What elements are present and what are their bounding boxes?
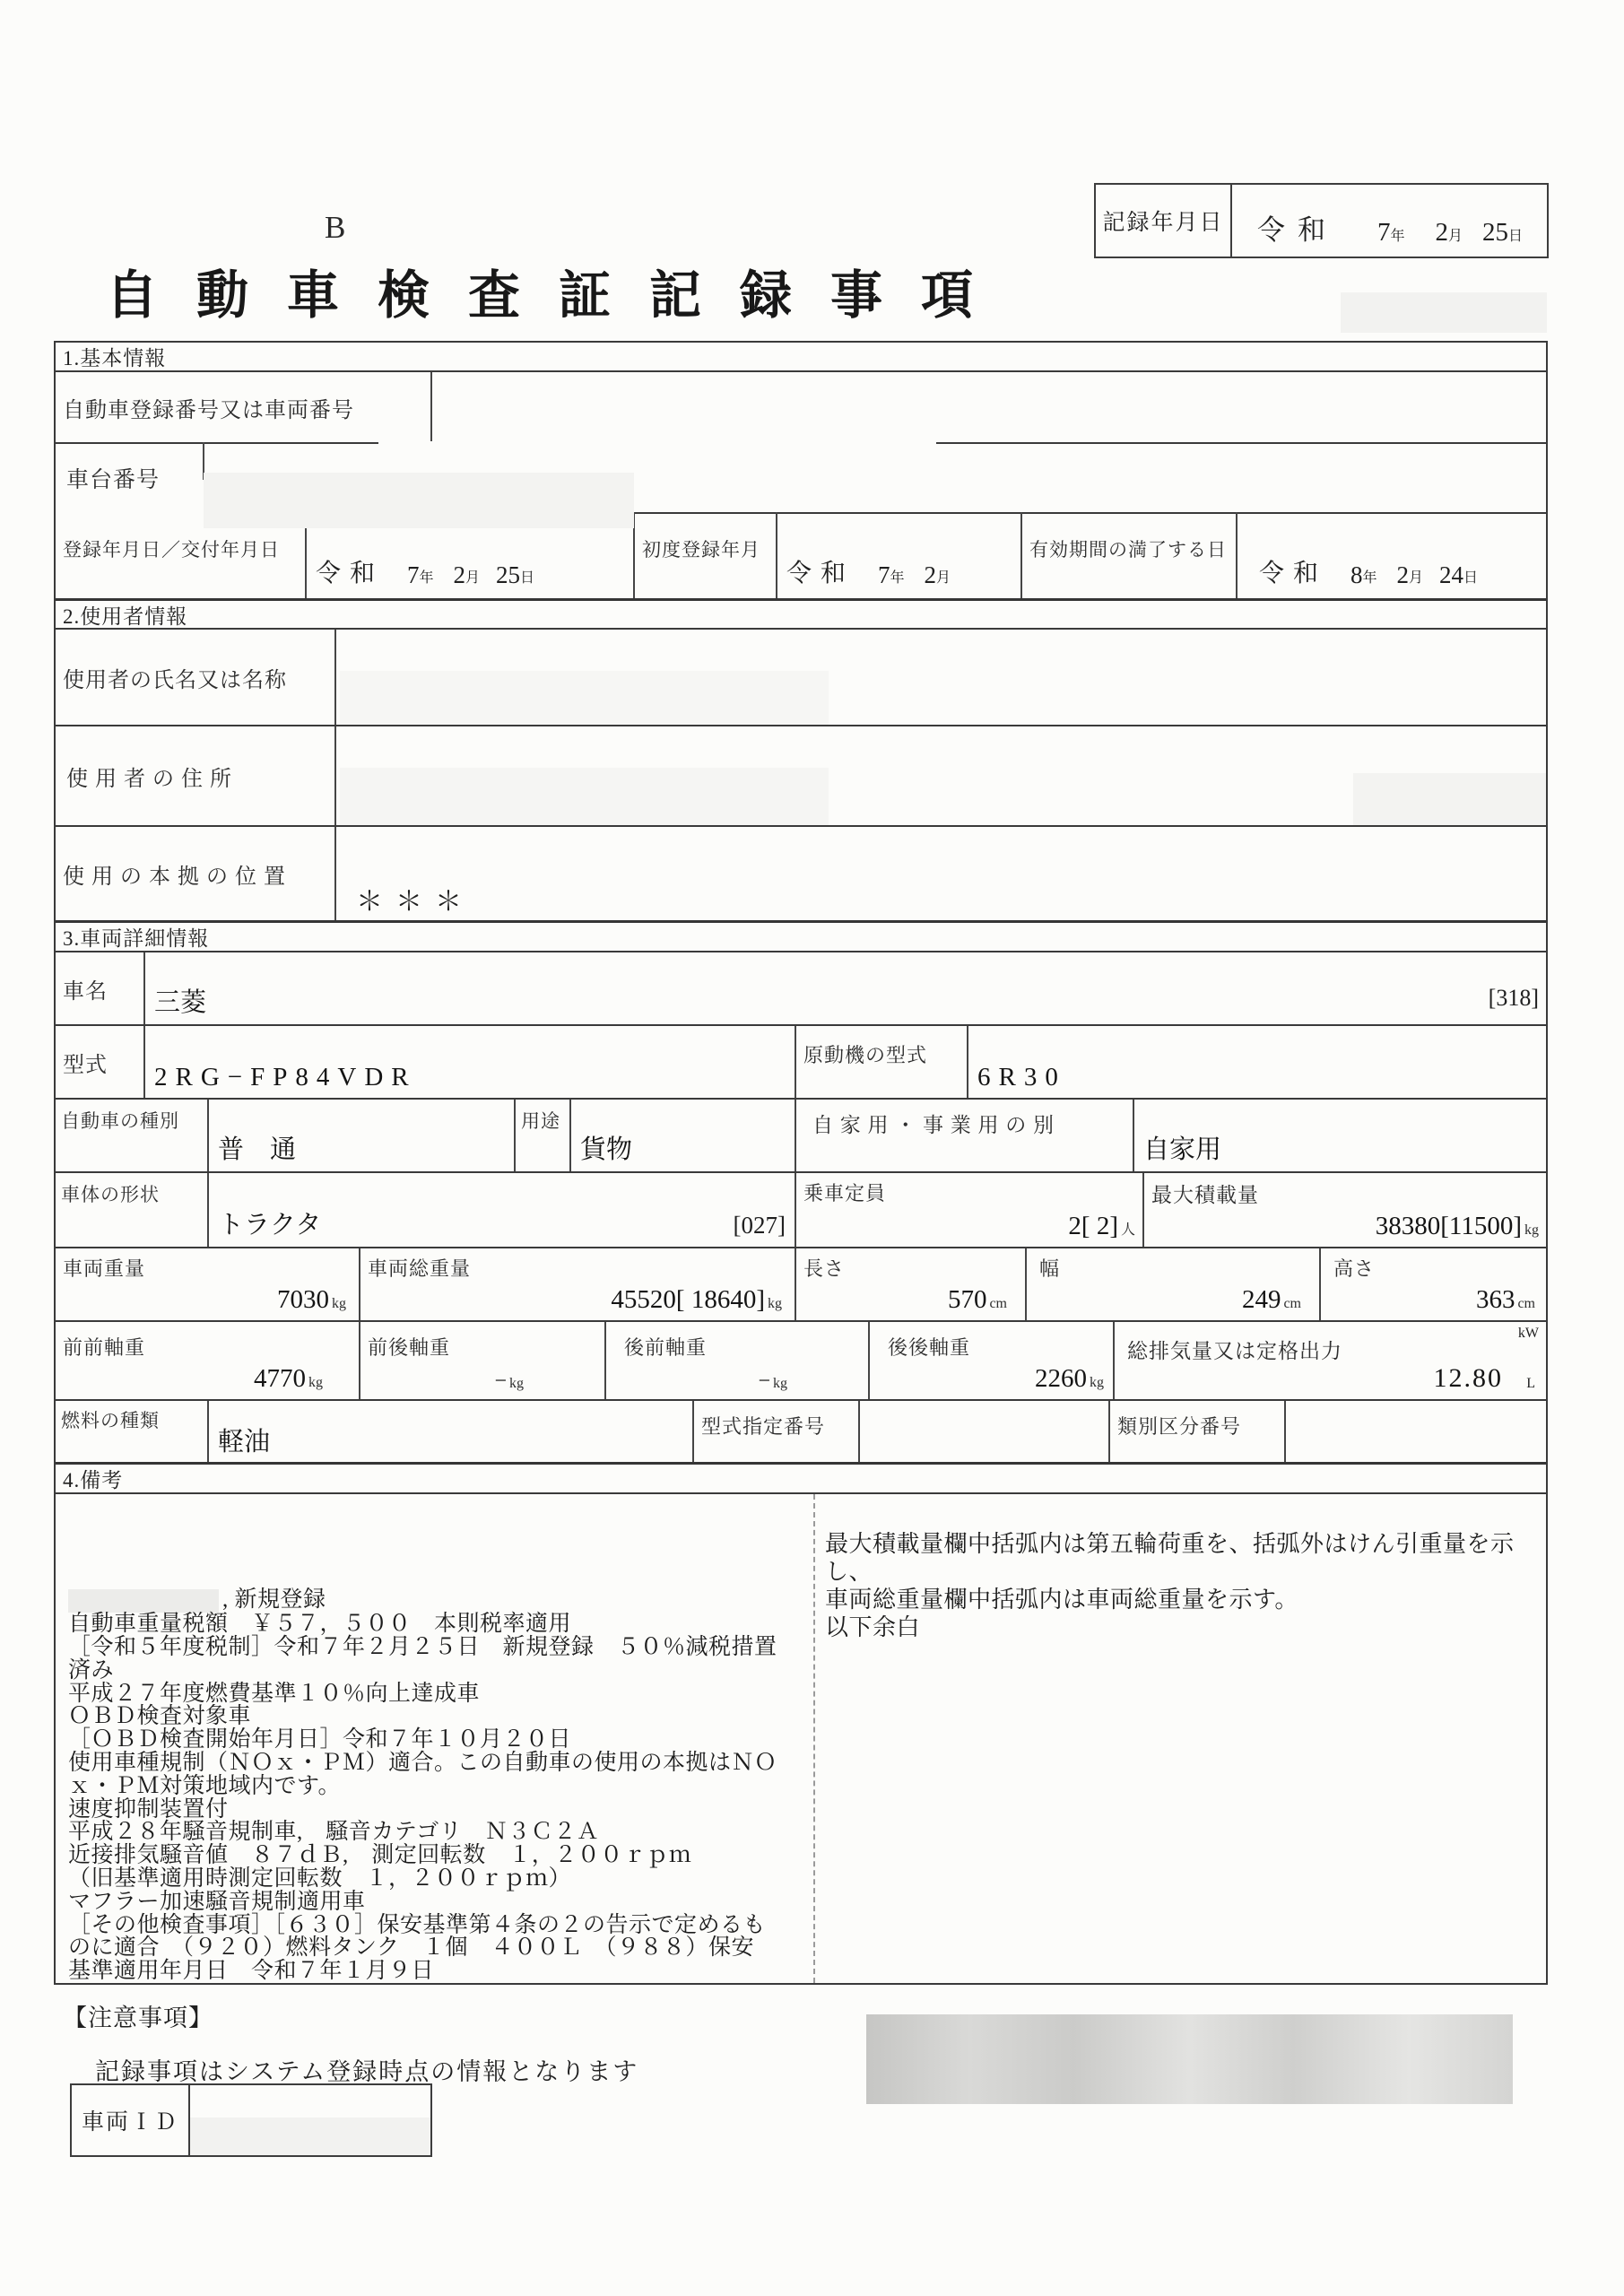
record-date-value [1232,185,1547,257]
ownership-value: 自家用 [1143,1135,1222,1164]
section-title: 2.使用者情報 [63,604,188,628]
registration-number-label: 自動車登録番号又は車両番号 [63,398,354,422]
unit-year: 年 [419,570,434,586]
engine-model-value-cell [967,1026,1546,1098]
section-title: 1.基本情報 [63,346,167,370]
weight-label: 車両重量 [63,1257,146,1280]
ownership-label-cell [795,1100,1133,1171]
remarks-line: ［ＯＢＤ検査開始年月日］令和７年１０月２０日 [68,1727,572,1752]
weight-cell [56,1248,359,1320]
redaction-user-address-right [1353,773,1546,825]
user-address-value-cell [334,726,1546,825]
remarks-left-column [68,1588,808,1983]
section-title: 3.車両詳細情報 [63,926,210,950]
unit-kg: kg [1090,1375,1104,1390]
model-value: 2RG−FP84VDR [154,1063,417,1091]
base-location-label-cell [56,827,334,920]
page-title: 自動車検査証記録事項 [106,266,1012,325]
engine-model-value: 6R30 [977,1063,1066,1091]
user-name-row [56,628,1546,725]
user-address-label: 使 用 者 の 住 所 [66,767,232,791]
first-reg-year: 7 [878,561,890,588]
unit-kg: kg [509,1376,524,1391]
unit-cm: cm [1283,1296,1301,1311]
axle-rr-value: 2260 [1035,1364,1087,1393]
record-date-box [1094,183,1549,258]
user-name-label-cell [56,630,334,725]
section-header-user-info [56,598,1546,628]
car-name-code: [318] [1488,985,1539,1011]
axle-fr-label: 前後軸重 [368,1336,451,1359]
body-shape-value: トラクタ [218,1211,322,1239]
axle-rr-label: 後後軸重 [888,1336,971,1359]
redaction-user-address [340,768,829,825]
registration-number-row [56,370,1546,442]
fuel-label-cell [56,1401,207,1462]
user-name-value-cell [334,630,1546,725]
notice-title: 【注意事項】 [63,2005,213,2031]
remarks-line-suffix: , 新規登録 [222,1587,326,1612]
expiry-era: 令和 [1259,560,1328,587]
expiry-month: 2 [1396,561,1410,588]
user-address-label-cell [56,726,334,825]
engine-model-label: 原動機の型式 [803,1044,928,1066]
user-name-label: 使用者の氏名又は名称 [63,668,287,692]
section-header-remarks [56,1462,1546,1492]
use-label: 用途 [521,1110,560,1132]
height-label: 高さ [1333,1257,1376,1280]
vehicle-id-value [190,2085,430,2155]
car-name-row [56,951,1546,1024]
fuel-label: 燃料の種類 [61,1410,160,1431]
base-location-value-cell [334,827,1546,920]
fuel-row [56,1399,1546,1462]
remarks-line: 使用車種規制（ＮＯｘ・ＰＭ）適合。この自動車の使用の本拠はＮＯ [68,1751,777,1776]
body-shape-value-cell [207,1173,795,1247]
payload-cell [1142,1173,1546,1247]
record-date-year: 7 [1377,218,1391,247]
vehicle-id-box [70,2083,432,2157]
form-class-mark: B [325,210,346,245]
base-location-row [56,825,1546,920]
section-title: 4.備考 [63,1468,124,1492]
capacity-unit: 人 [1120,1222,1135,1238]
body-shape-label-cell [56,1173,207,1247]
remarks-right-column [825,1530,1542,1641]
type-cert-label-cell [692,1401,858,1462]
record-date-era: 令和 [1257,214,1338,246]
type-cert-value-cell [858,1401,1108,1462]
engine-model-label-cell [795,1026,967,1098]
chassis-number-cell [56,442,1546,512]
weight-value: 7030 [277,1285,329,1314]
class-code-label: 類別区分番号 [1117,1415,1242,1438]
section-header-vehicle-details [56,920,1546,951]
axle-rf-label: 後前軸重 [624,1336,708,1359]
section-header-basic-info [56,343,1546,370]
class-code-value-cell [1284,1401,1546,1462]
kind-label: 自動車の種別 [61,1110,179,1132]
kind-value: 普 通 [218,1135,297,1164]
unit-kg: kg [773,1376,787,1391]
expiry-day: 24 [1439,561,1464,588]
axle-rf-cell [604,1322,868,1399]
expiry-value-cell [1236,512,1546,598]
remarks-line: ［令和５年度税制］令和７年２月２５日 新規登録 ５０％減税措置 [68,1635,777,1660]
body-shape-label: 車体の形状 [61,1184,160,1205]
chassis-number-label: 車台番号 [66,468,161,492]
power-unit-l: L [1526,1376,1535,1391]
redaction-remarks [68,1589,219,1613]
registration-number-label-cell [56,372,432,442]
weights-dimensions-row [56,1247,1546,1320]
reg-date-era: 令和 [316,560,385,587]
remarks-line: のに適合 （９２０）燃料タンク １個 ４００Ｌ （９８８）保安 [68,1935,755,1961]
car-name-label: 車名 [63,979,108,1004]
expiry-label-cell [1020,512,1236,598]
unit-kg: kg [332,1296,346,1311]
reg-date-day: 25 [496,561,521,588]
reg-date-year: 7 [407,561,420,588]
remarks-line: 平成２８年騒音規制車, 騒音カテゴリ Ｎ３Ｃ２Ａ [68,1820,600,1845]
type-cert-label: 型式指定番号 [701,1415,826,1438]
axle-rr-cell [868,1322,1113,1399]
payload-value: 38380[11500] [1375,1212,1522,1240]
car-name-value: 三菱 [154,988,207,1017]
notice-text: 記録事項はシステム登録時点の情報となります [95,2058,639,2085]
model-label: 型式 [63,1053,108,1077]
body-shape-code: [027] [733,1212,786,1239]
user-address-row [56,725,1546,825]
car-name-value-cell [143,952,1546,1024]
vehicle-id-label: 車両ＩＤ [72,2085,190,2155]
registration-number-value-cell [432,372,1546,442]
first-registration-label-cell [633,512,776,598]
axle-weights-row [56,1320,1546,1399]
first-registration-value-cell [776,512,1020,598]
base-location-label: 使 用 の 本 拠 の 位 置 [63,865,286,889]
remarks-line: 近接排気騒音値 ８７ｄＢ, 測定回転数 １，２００ｒｐｍ [68,1843,692,1868]
reg-date-month: 2 [453,561,466,588]
use-label-cell [514,1100,569,1171]
fuel-value-cell [207,1401,692,1462]
ownership-label: 自 家 用 ・ 事 業 用 の 別 [812,1114,1055,1136]
first-reg-month: 2 [924,561,937,588]
first-registration-label: 初度登録年月 [642,539,760,561]
unit-month: 月 [465,570,481,586]
class-code-label-cell [1108,1401,1284,1462]
body-shape-row [56,1171,1546,1247]
width-value: 249 [1241,1285,1281,1314]
axle-rf-value: − [758,1370,770,1393]
redaction-chassis-number [204,473,634,528]
axle-ff-value: 4770 [254,1364,306,1393]
length-label: 長さ [803,1257,846,1280]
use-value-cell [569,1100,795,1171]
capacity-cell [795,1173,1142,1247]
axle-ff-label: 前前軸重 [63,1336,146,1359]
record-date-day: 25 [1482,218,1509,247]
remarks-line-redacted [68,1588,808,1613]
axle-fr-value: − [494,1370,507,1393]
vehicle-kind-row [56,1098,1546,1171]
record-date-label: 記録年月日 [1096,185,1232,257]
capacity-value: 2[ 2] [1068,1212,1118,1240]
record-date-month-unit: 月 [1448,229,1463,244]
fuel-value: 軽油 [218,1428,271,1457]
axle-fr-cell [359,1322,604,1399]
unit-day: 日 [1463,570,1479,586]
unit-kg: kg [768,1296,782,1311]
remarks-line: （旧基準適用時測定回転数 １，２００ｒｐｍ） [68,1866,572,1892]
height-cell [1319,1248,1546,1320]
model-label-cell [56,1026,143,1098]
remarks-line: ｘ・ＰＭ対策地域内です。 [68,1773,342,1798]
remarks-line: 最大積載量欄中括弧内は第五輪荷重を、括弧外はけん引重量を示し、 [825,1531,1515,1585]
remarks-line: ［その他検査事項］［６３０］保安基準第４条の２の告示で定めるも [68,1912,767,1937]
model-row [56,1024,1546,1098]
length-value: 570 [947,1285,987,1314]
unit-kg: kg [308,1375,323,1390]
remarks-line: 速度抑制装置付 [68,1796,229,1822]
gross-weight-label: 車両総重量 [368,1257,472,1280]
record-date-day-unit: 日 [1508,229,1524,244]
height-value: 363 [1475,1285,1515,1314]
power-label: 総排気量又は定格出力 [1127,1340,1342,1362]
payload-label: 最大積載量 [1151,1184,1259,1206]
unit-year: 年 [890,570,905,586]
remarks-body [56,1492,1546,1983]
remarks-line: 車両総重量欄中括弧内は車両総重量を示す。 [825,1587,1298,1613]
car-name-label-cell [56,952,143,1024]
axle-ff-cell [56,1322,359,1399]
unit-day: 日 [520,570,535,586]
use-value: 貨物 [580,1135,633,1164]
remarks-line: 基準適用年月日 令和７年１月９日 [68,1959,435,1984]
unit-cm: cm [989,1296,1007,1311]
base-location-value: ＊＊＊ [356,887,474,917]
redaction-block-large [866,2014,1513,2104]
remarks-line: 自動車重量税額 ￥５７，５００ 本則税率適用 [68,1612,572,1637]
length-cell [795,1248,1025,1320]
expiry-year: 8 [1350,561,1363,588]
kind-value-cell [207,1100,514,1171]
unit-year: 年 [1362,570,1377,586]
remarks-line: 済み [68,1657,115,1683]
unit-month: 月 [1409,570,1424,586]
ownership-value-cell [1133,1100,1546,1171]
power-unit-kw: kW [1517,1326,1539,1341]
kind-label-cell [56,1100,207,1171]
width-label: 幅 [1039,1257,1061,1280]
chassis-number-row [56,442,1546,512]
redaction-vehicle-id [190,2118,430,2155]
expiry-label: 有効期間の満了する日 [1029,539,1227,561]
redaction-gap [378,441,936,445]
registration-date-label: 登録年月日／交付年月日 [63,539,280,561]
gross-weight-cell [359,1248,795,1320]
payload-unit: kg [1524,1222,1539,1238]
first-reg-era: 令和 [786,560,855,587]
remarks-line: ＯＢＤ検査対象車 [68,1704,252,1729]
power-cell [1113,1322,1546,1399]
gross-weight-value: 45520[ 18640] [611,1285,765,1314]
redaction-block [1341,292,1547,333]
redaction-user-name [340,671,829,725]
unit-month: 月 [936,570,951,586]
power-value: 12.80 [1433,1363,1503,1393]
capacity-label: 乗車定員 [803,1182,887,1205]
remarks-column-divider [813,1494,815,1983]
unit-cm: cm [1517,1296,1535,1311]
model-value-cell [143,1026,795,1098]
remarks-line: 平成２７年度燃費基準１０％向上達成車 [68,1681,481,1706]
record-date-month: 2 [1435,218,1449,247]
record-date-year-unit: 年 [1390,229,1405,244]
remarks-line: マフラー加速騒音規制適用車 [68,1889,366,1914]
main-table [54,341,1548,1985]
remarks-line: 以下余白 [825,1614,921,1640]
width-cell [1025,1248,1319,1320]
